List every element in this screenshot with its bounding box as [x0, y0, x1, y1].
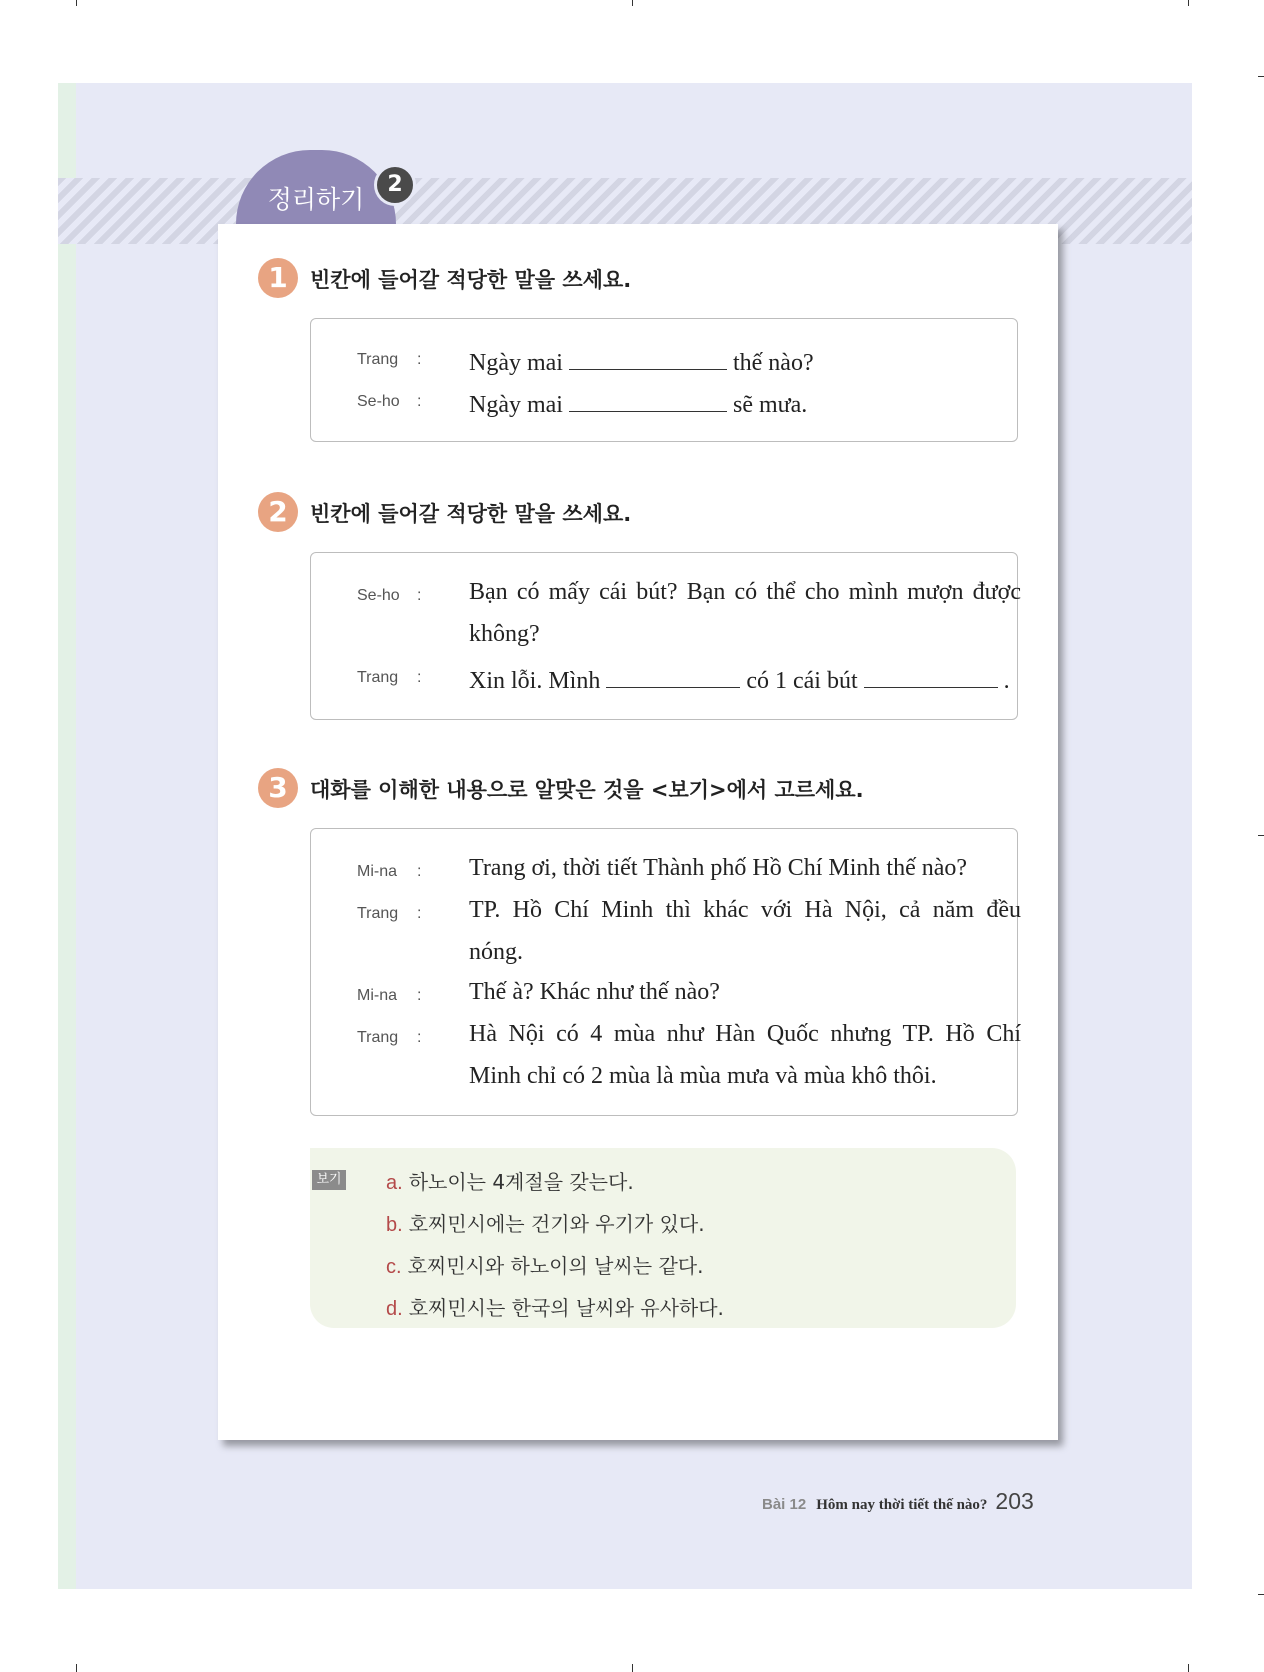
section-number-badge: 2 — [374, 164, 416, 206]
lesson-label: Bài 12 — [762, 1496, 807, 1513]
choice-b[interactable] — [386, 1208, 705, 1237]
answer-blank[interactable] — [864, 661, 998, 688]
crop-mark — [1258, 76, 1264, 77]
lesson-title: Hôm nay thời tiết thế nào? — [816, 1497, 988, 1513]
speaker-name: Mi-na — [357, 987, 398, 1004]
dialogue-text: Thế à? Khác như thế nào? — [469, 979, 720, 1005]
speaker-name: Se-ho — [357, 587, 400, 604]
answer-blank[interactable] — [569, 343, 727, 370]
dialogue-text: không? — [469, 621, 540, 647]
choice-letter: b. — [386, 1214, 403, 1236]
crop-mark — [632, 0, 633, 6]
choice-letter: c. — [386, 1256, 402, 1278]
speaker-name: Trang — [357, 905, 399, 922]
dialogue-text: có 1 cái bút — [746, 668, 858, 694]
dialogue-box-2: Se-ho : Bạn có mấy cái bút? Bạn có thể cho mình mượn được không? Trang : Xin lỗi. Mình có 1 cái bút . — [310, 552, 1018, 720]
choice-letter: a. — [386, 1172, 403, 1194]
choice-text: 하노이는 4계절을 갖는다. — [408, 1170, 634, 1194]
dialogue-text: Bạn có mấy cái bút? Bạn có thể cho mình mượn được — [469, 579, 1021, 605]
crop-mark — [1258, 835, 1264, 836]
left-margin-strip — [58, 83, 76, 1589]
choice-text: 호찌민시와 하노이의 날씨는 같다. — [407, 1254, 704, 1278]
speaker-name: Se-ho — [357, 393, 400, 410]
dialogue-text: Hà Nội có 4 mùa như Hàn Quốc nhưng TP. Hồ Chí — [469, 1021, 1021, 1047]
crop-mark — [1188, 0, 1189, 6]
question-instruction: 대화를 이해한 내용으로 알맞은 것을 <보기>에서 고르세요. — [310, 778, 864, 802]
answer-blank[interactable] — [569, 385, 727, 412]
page-number: 203 — [995, 1488, 1034, 1514]
choice-c[interactable] — [386, 1250, 703, 1279]
crop-mark — [632, 1664, 633, 1672]
dialogue-box-1: Trang : Ngày mai thế nào? Se-ho : Ngày mai sẽ mưa. — [310, 318, 1018, 442]
question-number-badge: 2 — [258, 492, 298, 532]
speaker-name: Trang — [357, 669, 399, 686]
speaker-name: Trang — [357, 351, 399, 368]
crop-mark — [1188, 1664, 1189, 1672]
dialogue-box-3: Mi-na : Trang ơi, thời tiết Thành phố Hồ Chí Minh thế nào? Trang : TP. Hồ Chí Minh thì khác với Hà Nội, cả năm đều nóng. Mi-na : Thế à? Khác như thế nào? Trang : Hà Nội có 4 mùa như Hàn Quốc nhưng TP. Hồ Chí Minh chỉ có 2 mùa là mùa mưa và mùa khô thôi. — [310, 828, 1018, 1116]
dialogue-text: Trang ơi, thời tiết Thành phố Hồ Chí Minh thế nào? — [469, 855, 968, 881]
answer-blank[interactable] — [606, 661, 740, 688]
question-instruction: 빈칸에 들어갈 적당한 말을 쓰세요. — [310, 268, 632, 292]
choice-a[interactable] — [386, 1166, 634, 1195]
question-instruction: 빈칸에 들어갈 적당한 말을 쓰세요. — [310, 502, 632, 526]
speaker-name: Trang — [357, 1029, 399, 1046]
crop-mark — [76, 1664, 77, 1672]
choices-badge: 보기 — [312, 1170, 346, 1190]
section-tab-label: 정리하기 — [267, 185, 365, 214]
crop-mark — [76, 0, 77, 6]
dialogue-text: Ngày mai — [469, 392, 563, 418]
dialogue-text: nóng. — [469, 939, 523, 965]
speaker-name: Mi-na — [357, 863, 398, 880]
question-number-badge: 1 — [258, 258, 298, 298]
question-number-badge: 3 — [258, 768, 298, 808]
page-footer — [762, 1488, 1034, 1515]
choice-letter: d. — [386, 1298, 403, 1320]
dialogue-text: thế nào? — [732, 350, 814, 376]
dialogue-text: Xin lỗi. Mình — [469, 668, 601, 694]
choice-text: 호찌민시에는 건기와 우기가 있다. — [408, 1212, 705, 1236]
dialogue-text: Ngày mai — [469, 350, 563, 376]
dialogue-text: Minh chỉ có 2 mùa là mùa mưa và mùa khô thôi. — [469, 1063, 937, 1089]
crop-mark — [1258, 1594, 1264, 1595]
dialogue-text: TP. Hồ Chí Minh thì khác với Hà Nội, cả năm đều — [469, 897, 1021, 923]
dialogue-text: sẽ mưa. — [732, 392, 808, 418]
choice-d[interactable] — [386, 1292, 724, 1321]
dialogue-text: . — [1003, 668, 1010, 694]
choice-text: 호찌민시는 한국의 날씨와 유사하다. — [408, 1296, 724, 1320]
